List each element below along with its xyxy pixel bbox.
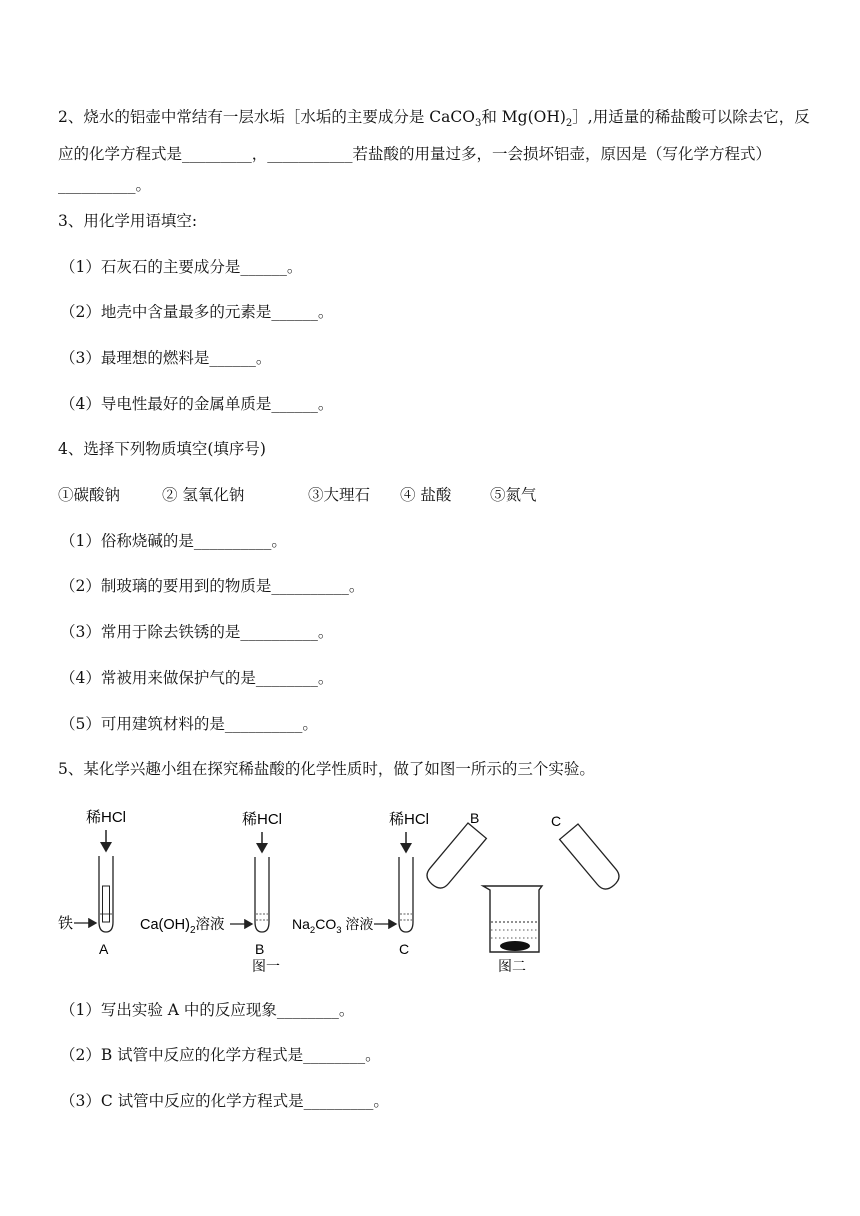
q2-text-1: 2、烧水的铝壶中常结有一层水垢［水垢的主要成分是 CaCO	[58, 108, 475, 126]
q5-title: 5、某化学兴趣小组在探究稀盐酸的化学性质时，做了如图一所示的三个实验。	[58, 760, 595, 778]
acid-label-a: 稀HCl	[86, 809, 126, 826]
q2-text-3: ］,用适量的稀盐酸可以除去它，反应的化学方程式是_________，___________若盐酸的用量过多，一会损坏铝壶，原因是（写化学方程式）__________。	[58, 108, 810, 195]
tube-label-c: C	[399, 941, 410, 957]
test-tube-c	[292, 811, 429, 957]
q4-option-1: ①碳酸钠	[58, 486, 121, 504]
tube-label-b: B	[255, 941, 265, 957]
q4-item-1: （1）俗称烧碱的是__________。	[60, 532, 287, 550]
q3-item-2: （2）地壳中含量最多的元素是______。	[60, 303, 334, 321]
q4-title: 4、选择下列物质填空(填序号)	[58, 440, 266, 458]
tube-label-a: A	[99, 941, 109, 957]
q5-item-1: （1）写出实验 A 中的反应现象________。	[60, 1001, 355, 1019]
precipitate	[500, 941, 530, 951]
figure-1-caption: 图一	[252, 958, 280, 974]
acid-label-c: 稀HCl	[389, 811, 429, 828]
q4-item-2: （2）制玻璃的要用到的物质是__________。	[60, 577, 365, 595]
q3-item-4: （4）导电性最好的金属单质是______。	[60, 395, 334, 413]
tube-body-c	[399, 857, 413, 932]
q4-option-3: ③大理石	[308, 486, 371, 504]
tube-body-b	[255, 857, 269, 932]
acid-label-b: 稀HCl	[242, 811, 282, 828]
q4-item-3: （3）常用于除去铁锈的是__________。	[60, 623, 334, 641]
q5-item-3: （3）C 试管中反应的化学方程式是_________。	[60, 1092, 389, 1110]
q2-sub-3: 3	[474, 118, 482, 130]
tilted-tube-b	[423, 823, 486, 892]
iron-strip	[103, 886, 110, 922]
test-tube-b	[140, 811, 282, 974]
q2-text-2: 和 Mg(OH)	[481, 108, 566, 126]
figure-2-label-b: B	[470, 810, 480, 826]
q4-option-4: ④ 盐酸	[400, 486, 452, 504]
iron-label: 铁	[58, 915, 74, 932]
caoh2-label: $Ca(OH)_2$溶液	[140, 917, 225, 936]
q4-item-5: （5）可用建筑材料的是__________。	[60, 715, 318, 733]
q5-item-2: （2）B 试管中反应的化学方程式是________。	[60, 1046, 381, 1064]
q2-sub-2: 2	[565, 118, 573, 130]
figure-2-label-c: C	[551, 813, 562, 829]
test-tube-a	[58, 809, 126, 957]
figure-2	[423, 810, 623, 974]
tilted-tube-c	[560, 824, 623, 893]
q3-item-1: （1）石灰石的主要成分是______。	[60, 258, 303, 276]
q3-title: 3、用化学用语填空:	[58, 212, 198, 230]
q3-item-3: （3）最理想的燃料是______。	[60, 349, 272, 367]
q4-item-4: （4）常被用来做保护气的是________。	[60, 669, 334, 687]
q4-option-5: ⑤氮气	[490, 486, 537, 504]
q4-option-2: ② 氢氧化钠	[162, 486, 245, 504]
figure-2-caption: 图二	[498, 958, 526, 974]
na2co3-label: $Na_2CO_3$ 溶液	[292, 916, 374, 936]
